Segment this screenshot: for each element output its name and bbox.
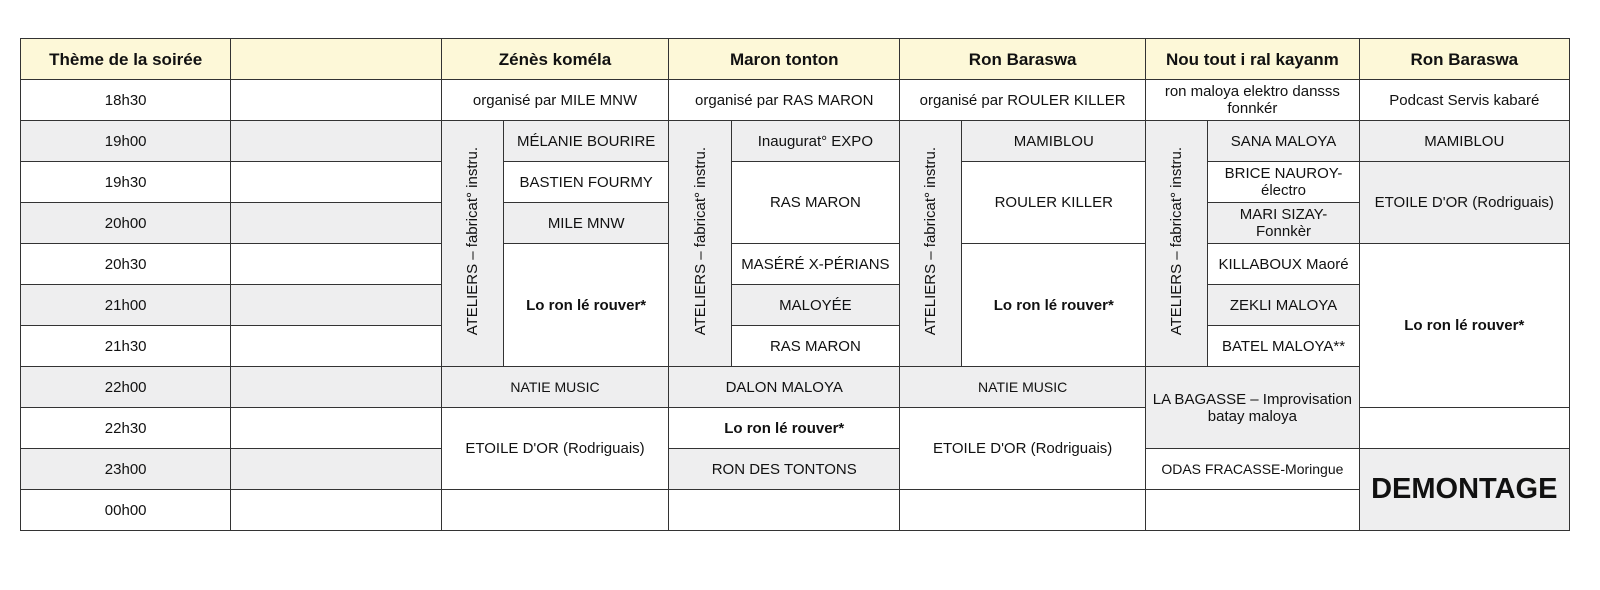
time-cell: 20h30 xyxy=(21,244,231,285)
header-ron-baraswa-2: Ron Baraswa xyxy=(1359,39,1569,80)
event-cell: ETOILE D'OR (Rodriguais) xyxy=(900,408,1146,490)
event-cell: Lo ron lé rouver* xyxy=(962,244,1146,367)
blank-cell xyxy=(1146,490,1359,531)
header-ron-baraswa: Ron Baraswa xyxy=(900,39,1146,80)
event-cell: ZEKLI MALOYA xyxy=(1208,285,1359,326)
blank-cell xyxy=(231,285,441,326)
blank-cell xyxy=(231,244,441,285)
blank-cell xyxy=(231,80,441,121)
blank-cell xyxy=(231,203,441,244)
event-cell: MASÉRÉ X-PÉRIANS xyxy=(731,244,899,285)
time-cell: 20h00 xyxy=(21,203,231,244)
event-cell: MAMIBLOU xyxy=(1359,121,1569,162)
event-cell: MAMIBLOU xyxy=(962,121,1146,162)
blank-cell xyxy=(231,162,441,203)
time-cell: 21h00 xyxy=(21,285,231,326)
event-cell: Lo ron lé rouver* xyxy=(1359,244,1569,408)
time-cell: 18h30 xyxy=(21,80,231,121)
event-cell: MARI SIZAY- Fonnkèr xyxy=(1208,203,1359,244)
event-cell: MALOYÉE xyxy=(731,285,899,326)
ateliers-cell xyxy=(900,121,962,367)
event-cell: BRICE NAUROY- électro xyxy=(1208,162,1359,203)
schedule-table xyxy=(20,38,1570,531)
event-cell: NATIE MUSIC xyxy=(441,367,669,408)
event-cell: MÉLANIE BOURIRE xyxy=(503,121,668,162)
time-cell: 00h00 xyxy=(21,490,231,531)
header-theme: Thème de la soirée xyxy=(21,39,231,80)
ateliers-cell xyxy=(441,121,503,367)
ateliers-label: ATELIERS – fabricat° instru. xyxy=(463,147,481,336)
event-cell: RAS MARON xyxy=(731,326,899,367)
event-cell: RON DES TONTONS xyxy=(669,449,900,490)
time-cell: 22h00 xyxy=(21,367,231,408)
event-cell: KILLABOUX Maoré xyxy=(1208,244,1359,285)
time-row xyxy=(21,490,1570,531)
organiser-cell: Podcast Servis kabaré xyxy=(1359,80,1569,121)
event-cell: SANA MALOYA xyxy=(1208,121,1359,162)
time-row xyxy=(21,367,1570,408)
organiser-cell: ron maloya elektro dansss fonnkér xyxy=(1146,80,1359,121)
event-cell: Inaugurat° EXPO xyxy=(731,121,899,162)
organiser-cell: organisé par MILE MNW xyxy=(441,80,669,121)
event-cell: RAS MARON xyxy=(731,162,899,244)
event-cell: ROULER KILLER xyxy=(962,162,1146,244)
blank-cell xyxy=(669,490,900,531)
event-cell: BATEL MALOYA** xyxy=(1208,326,1359,367)
time-row xyxy=(21,449,1570,490)
time-cell: 21h30 xyxy=(21,326,231,367)
time-row xyxy=(21,326,1570,367)
ateliers-label: ATELIERS – fabricat° instru. xyxy=(922,147,940,336)
blank-cell xyxy=(231,449,441,490)
time-cell: 19h00 xyxy=(21,121,231,162)
event-cell: Lo ron lé rouver* xyxy=(669,408,900,449)
time-cell: 23h00 xyxy=(21,449,231,490)
organiser-cell: organisé par ROULER KILLER xyxy=(900,80,1146,121)
event-cell: Lo ron lé rouver* xyxy=(503,244,668,367)
event-cell: DALON MALOYA xyxy=(669,367,900,408)
blank-cell xyxy=(231,408,441,449)
blank-cell xyxy=(231,121,441,162)
header-row xyxy=(21,39,1570,80)
event-cell: MILE MNW xyxy=(503,203,668,244)
organiser-cell: organisé par RAS MARON xyxy=(669,80,900,121)
header-nou-tout: Nou tout i ral kayanm xyxy=(1146,39,1359,80)
time-row xyxy=(21,80,1570,121)
event-cell: NATIE MUSIC xyxy=(900,367,1146,408)
blank-cell xyxy=(1359,408,1569,449)
blank-cell xyxy=(231,490,441,531)
header-zenes-komela: Zénès koméla xyxy=(441,39,669,80)
event-cell: ODAS FRACASSE-Moringue xyxy=(1146,449,1359,490)
ateliers-label: ATELIERS – fabricat° instru. xyxy=(1168,147,1186,336)
time-row xyxy=(21,162,1570,203)
time-cell: 22h30 xyxy=(21,408,231,449)
event-cell: ETOILE D'OR (Rodriguais) xyxy=(441,408,669,490)
blank-cell xyxy=(231,367,441,408)
ateliers-cell xyxy=(1146,121,1208,367)
blank-cell xyxy=(231,326,441,367)
event-cell: BASTIEN FOURMY xyxy=(503,162,668,203)
blank-cell xyxy=(441,490,669,531)
ateliers-cell xyxy=(669,121,731,367)
blank-cell xyxy=(900,490,1146,531)
header-blank xyxy=(231,39,441,80)
time-row xyxy=(21,244,1570,285)
event-cell: LA BAGASSE – Improvisation batay maloya xyxy=(1146,367,1359,449)
time-row xyxy=(21,285,1570,326)
demontage-cell: DEMONTAGE xyxy=(1359,449,1569,531)
event-cell: ETOILE D'OR (Rodriguais) xyxy=(1359,162,1569,244)
header-maron-tonton: Maron tonton xyxy=(669,39,900,80)
ateliers-label: ATELIERS – fabricat° instru. xyxy=(691,147,709,336)
time-row xyxy=(21,121,1570,162)
time-cell: 19h30 xyxy=(21,162,231,203)
